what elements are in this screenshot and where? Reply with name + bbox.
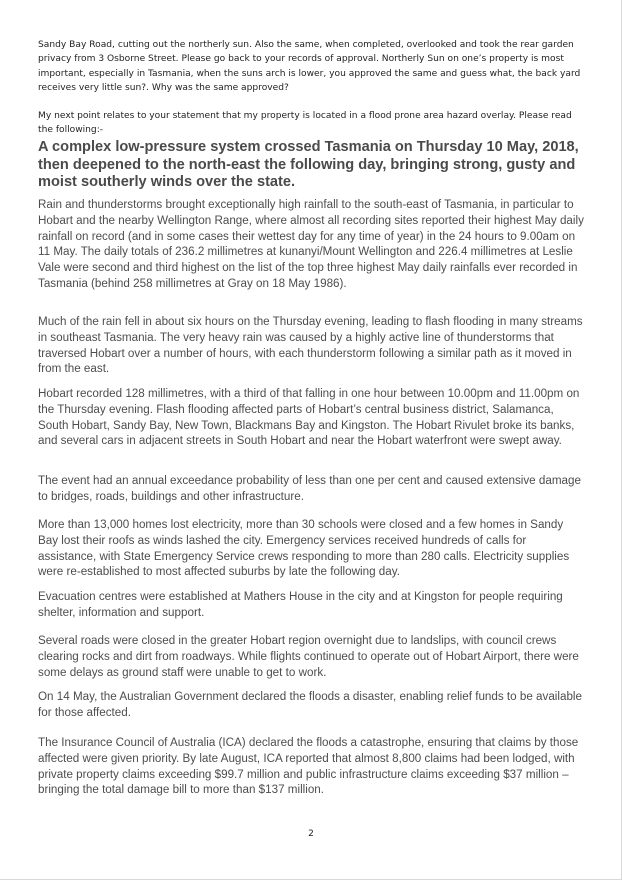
- article-paragraph-disaster-declaration: On 14 May, the Australian Government declared the floods a disaster, enabling relief funds to be available for those affected.: [38, 690, 582, 719]
- article-paragraph-rainfall: Rain and thunderstorms brought exceptionally high rainfall to the south-east of Tasmania, in particular to Hobart and the nearby Wellington Range, where almost all recording sites reported their highest May daily rainfall on record (and in some cases their wettest day for any time of year) in the 24 hours to 9.00am on 11 May. The daily totals of 236.2 millimetres at kunanyi/Mount Wellington and 226.4 millimetres at Leslie Vale were second and third highest on the list of the top three highest May daily rainfalls ever recorded in Tasmania (behind 258 millimetres at Gray on 18 May 1986).: [38, 198, 584, 290]
- article-paragraph-insurance: The Insurance Council of Australia (ICA) declared the floods a catastrophe, ensuring that claims by those affected were given priority. By late August, ICA reported that almost 8,800 claims had been lodged, with private property claims exceeding $99.7 million and public infrastructure claims exceeding $37 million – bringing the total damage bill to more than $137 million.: [38, 736, 579, 797]
- letter-paragraph-sunlight: Sandy Bay Road, cutting out the northerly sun. Also the same, when completed, overlooked and took the rear garden privacy from 3 Osborne Street. Please go back to your records of approval. Northerly Sun on one’s property is most important, especially in Tasmania, when the suns arch is lower, you approved the same and guess what, the back yard receives very little sun?. Why was the same approved?: [38, 40, 581, 93]
- article-paragraph-evacuation: Evacuation centres were established at Mathers House in the city and at Kingston for people requiring shelter, information and support.: [38, 590, 563, 619]
- article-paragraph-roads: Several roads were closed in the greater Hobart region overnight due to landslips, with council crews clearing rocks and dirt from roadways. While flights continued to operate out of Hobart Airport, there were some delays as ground staff were unable to get to work.: [38, 634, 579, 679]
- article-paragraph-flash-flooding: Much of the rain fell in about six hours on the Thursday evening, leading to flash flooding in many streams in southeast Tasmania. The very heavy rain was caused by a highly active line of thunderstorms that traversed Hobart over a number of hours, with each thunderstorm following a similar path as it moved in from the east.: [38, 315, 583, 376]
- article-paragraph-electricity: More than 13,000 homes lost electricity, more than 30 schools were closed and a few homes in Sandy Bay lost their roofs as winds lashed the city. Emergency services received hundreds of calls for assistance, with State Emergency Service crews responding to more than 280 calls. Electricity supplies were re-established to most affected suburbs by late the following day.: [38, 518, 570, 579]
- letter-paragraph-flood-overlay: My next point relates to your statement that my property is located in a flood prone area hazard overlay. Please read the following:-: [38, 111, 572, 136]
- article-paragraph-hobart-rainfall: Hobart recorded 128 millimetres, with a third of that falling in one hour between 10.00pm and 11.00pm on the Thursday evening. Flash flooding affected parts of Hobart’s central business district, Salamanca, South Hobart, Sandy Bay, New Town, Blackmans Bay and Kingston. The Hobart Rivulet broke its banks, and several cars in adjacent streets in South Hobart and near the Hobart waterfront were swept away.: [38, 387, 580, 448]
- article-paragraph-exceedance: The event had an annual exceedance probability of less than one per cent and caused extensive damage to bridges, roads, buildings and other infrastructure.: [38, 474, 581, 503]
- page-number: 2: [308, 829, 314, 839]
- article-headline: A complex low-pressure system crossed Tasmania on Thursday 10 May, 2018, then deepened to the north-east the following day, bringing strong, gusty and moist southerly winds over the state.: [38, 139, 579, 191]
